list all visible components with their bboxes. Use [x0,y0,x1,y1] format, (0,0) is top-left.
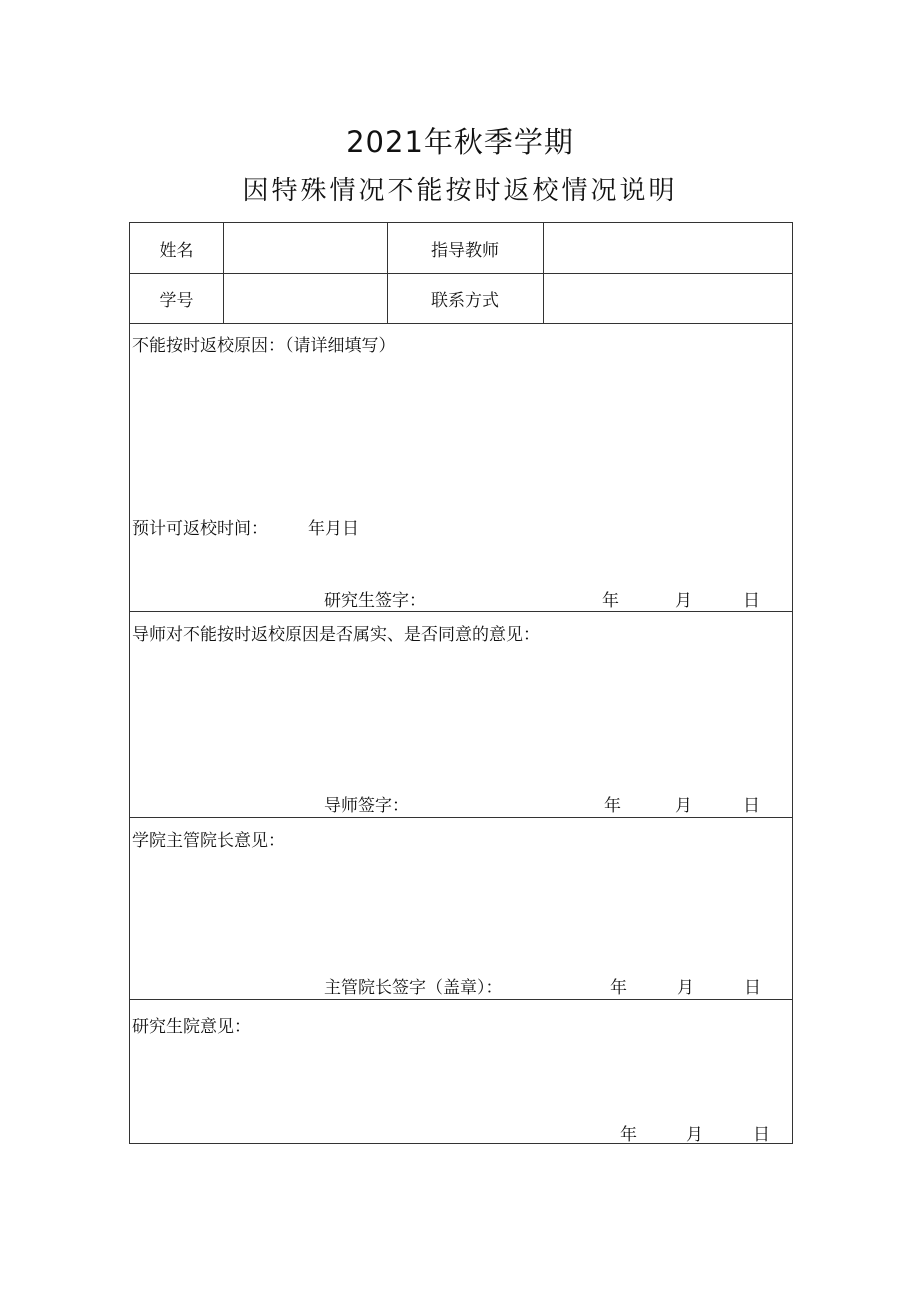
signature-year: 年 [620,1125,637,1145]
advisor-input-cell[interactable] [543,223,792,273]
name-input-cell[interactable] [223,223,387,273]
signature-month: 月 [677,978,694,998]
advisor-label-cell [387,223,543,273]
student-id-input-cell[interactable] [223,273,387,323]
dean-opinion-heading: 学院主管院长意见： [132,831,285,851]
advisor-signature-label: 导师签字： [324,796,409,816]
contact-label: 联系方式 [431,290,499,311]
column-divider [223,223,224,323]
signature-day: 日 [744,978,761,998]
form-title-term: 2021年秋季学期 [346,125,574,159]
signature-month: 月 [686,1125,703,1145]
contact-label-cell [387,273,543,323]
signature-year: 年 [610,978,627,998]
name-label: 姓名 [159,240,194,261]
dean-opinion-section[interactable] [130,817,792,999]
signature-day: 日 [743,796,760,816]
name-label-cell [130,223,223,273]
student-id-label: 学号 [159,290,194,311]
signature-month: 月 [675,591,692,611]
reason-section[interactable] [130,323,792,611]
graduate-school-opinion-section[interactable] [130,999,792,1143]
signature-month: 月 [675,796,692,816]
graduate-school-heading: 研究生院意见： [132,1017,251,1037]
advisor-opinion-section[interactable] [130,611,792,817]
student-id-label-cell [130,273,223,323]
contact-input-cell[interactable] [543,273,792,323]
signature-day: 日 [753,1125,770,1145]
signature-year: 年 [602,591,619,611]
signature-year: 年 [604,796,621,816]
dean-signature-label: 主管院长签字（盖章）： [324,978,503,998]
student-signature-label: 研究生签字： [324,591,426,611]
expected-return-date: 年月日 [308,519,359,539]
reason-heading: 不能按时返校原因：（请详细填写） [132,336,396,356]
advisor-opinion-heading: 导师对不能按时返校原因是否属实、是否同意的意见： [132,625,540,645]
application-form-table [129,222,793,1144]
advisor-label: 指导教师 [431,240,499,261]
column-divider [543,223,544,323]
form-title: 因特殊情况不能按时返校情况说明 [242,176,678,206]
signature-day: 日 [743,591,760,611]
column-divider [387,223,388,323]
expected-return-label: 预计可返校时间： [132,519,268,539]
